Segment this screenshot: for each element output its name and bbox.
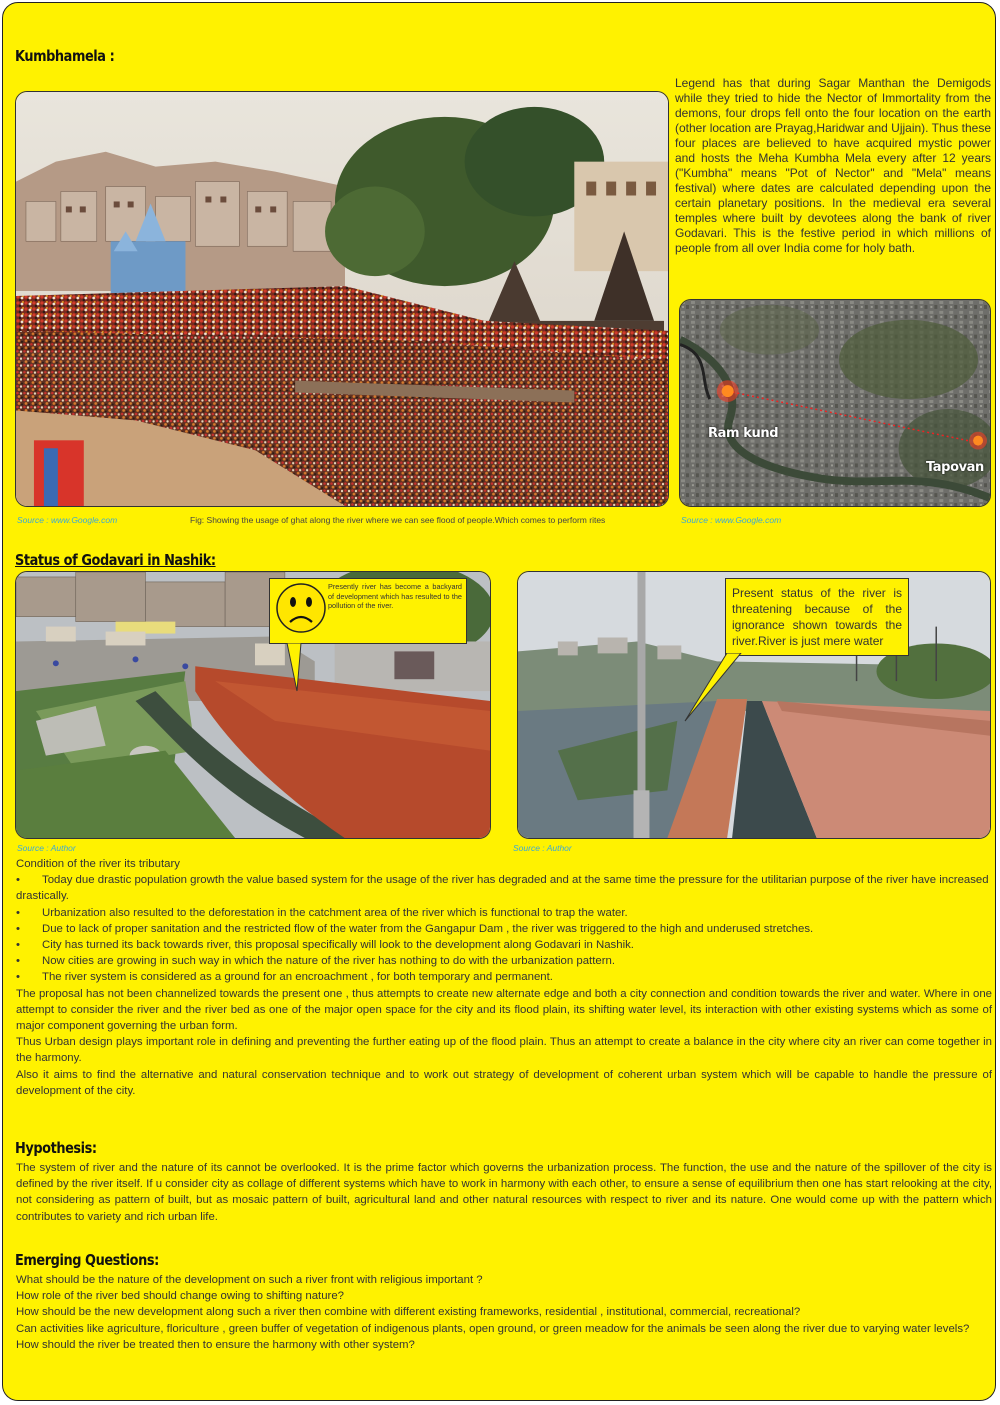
kumbh-legend-text: Legend has that during Sagar Manthan the Demigods while they tried to hide the Nector of Immortality from the demons, four drops fell onto the four location on the earth (other location are Prayag,Haridwar and Ujjain). Thus these four places are believed to have acquired mystic power and hosts the Meha Kumbha Mela every after 12 years ("Kumbha" means "Pot of Nector" and "Mela" means festival) where dates are calculated depending upon the certain planetary positions. In the medieval era several temples where built by devotees along the bank of river Godavari. This is the festive period in which millions of people from all over India come for holy bath. — [675, 76, 991, 255]
list-item: • Due to lack of proper sanitation and the restricted flow of the water from the Gangapur Dam , the river was triggered to the high and underused stretches. — [16, 922, 814, 935]
source-left: Source : Author — [17, 843, 76, 853]
condition-title: Condition of the river its tributary — [16, 858, 180, 870]
sad-face-icon — [275, 582, 327, 634]
condition-bullets — [16, 872, 992, 985]
proposal-paragraph-2: Thus Urban design plays important role in defining and preventing the further eating up of the flood plain. Thus an attempt to create a balance in the city where city an river can come together in the harmony. — [16, 1036, 992, 1065]
poster-board — [2, 2, 996, 1401]
callout-right — [725, 578, 909, 656]
source-right: Source : Author — [513, 843, 572, 853]
kumbhamela-heading: Kumbhamela : — [15, 47, 115, 65]
ghat-crowd-photo — [15, 91, 669, 507]
proposal-paragraph-3: Also it aims to find the alternative and natural conservation technique and to work out strategy of development of coherent urban system which will be capable to handle the pressure of development of the city. — [16, 1068, 992, 1097]
ramkund-tapovan-map — [679, 299, 991, 507]
map-label-tapovan: Tapovan — [926, 460, 984, 475]
map-source: Source : www.Google.com — [681, 515, 782, 525]
list-item: Can activities like agriculture, floriculture , green buffer of vegetation of indigenous plants, open ground, or green meadow for the animals be seen along the river due to varying water levels? — [16, 1322, 970, 1335]
list-item: What should be the nature of the development on such a river front with religious important ? — [16, 1274, 483, 1286]
map-label-ramkund: Ram kund — [708, 426, 779, 441]
hypothesis-text: The system of river and the nature of its cannot be overlooked. It is the prime factor which governs the urbanization process. The function, the use and the nature of the spillover of the city is defined by the river itself. If u consider city as collage of different systems which have to work in harmony with each other, to ensure a sense of equilibrium then one has start relooking at the city, not considering as pattern of built, but as mosaic pattern of built, agricultural land and other natural resources with respect to river and its nature. One would come up with the pattern which contributes to variety and rich urban life. — [16, 1162, 992, 1223]
proposal-paragraph-1: The proposal has not been channelized towards the present one , thus attempts to create new alternate edge and both a city connection and condition towards the river and water. Where in one attempt to consider the river and the river bed as one of the major open space for the city and its flood plain, its shifting water level, its interaction with other existing systems which as some of major component governing the urban form. — [16, 987, 992, 1033]
callout-left-pointer — [283, 643, 313, 693]
status-heading: Status of Godavari in Nashik: — [15, 551, 216, 569]
list-item: How should be the new development along such a river then combine with different existing frameworks, residential , institutional, commercial, recreational? — [16, 1306, 801, 1319]
list-item: • The river system is considered as a ground for an encroachment , for both temporary and permanent. — [16, 971, 553, 984]
list-item: • Now cities are growing in such way in which the nature of the river has nothing to do with the urbanization pattern. — [16, 955, 616, 968]
callout-left-text: Presently river has become a backyard of development which has resulted to the pollution of the river. — [328, 582, 462, 611]
callout-right-text: Present status of the river is threatening because of the ignorance shown towards the river.River is just mere water — [732, 586, 902, 648]
hypothesis-heading: Hypothesis: — [15, 1139, 97, 1157]
callout-right-pointer — [683, 653, 743, 723]
questions-heading: Emerging Questions: — [15, 1251, 159, 1269]
list-item: How should the river be treated then to ensure the harmony with other system? — [16, 1338, 415, 1351]
list-item: • Urbanization also resulted to the deforestation in the catchment area of the river which is functional to trap the water. — [16, 906, 628, 919]
list-item: • City has turned its back towards river, this proposal specifically will look to the development along Godavari in Nashik. — [16, 939, 634, 952]
list-item: • Today due drastic population growth the value based system for the usage of the river has degraded and at the same time the pressure for the utilitarian purpose of the river have increased drastically. — [16, 874, 989, 903]
list-item: How role of the river bed should change owing to shifting nature? — [16, 1290, 344, 1303]
condition-section — [16, 856, 992, 1099]
photo-caption: Fig: Showing the usage of ghat along the river where we can see flood of people.Which comes to perform rites — [190, 515, 606, 525]
questions-list — [16, 1272, 992, 1353]
photo-source: Source : www.Google.com — [17, 515, 118, 525]
